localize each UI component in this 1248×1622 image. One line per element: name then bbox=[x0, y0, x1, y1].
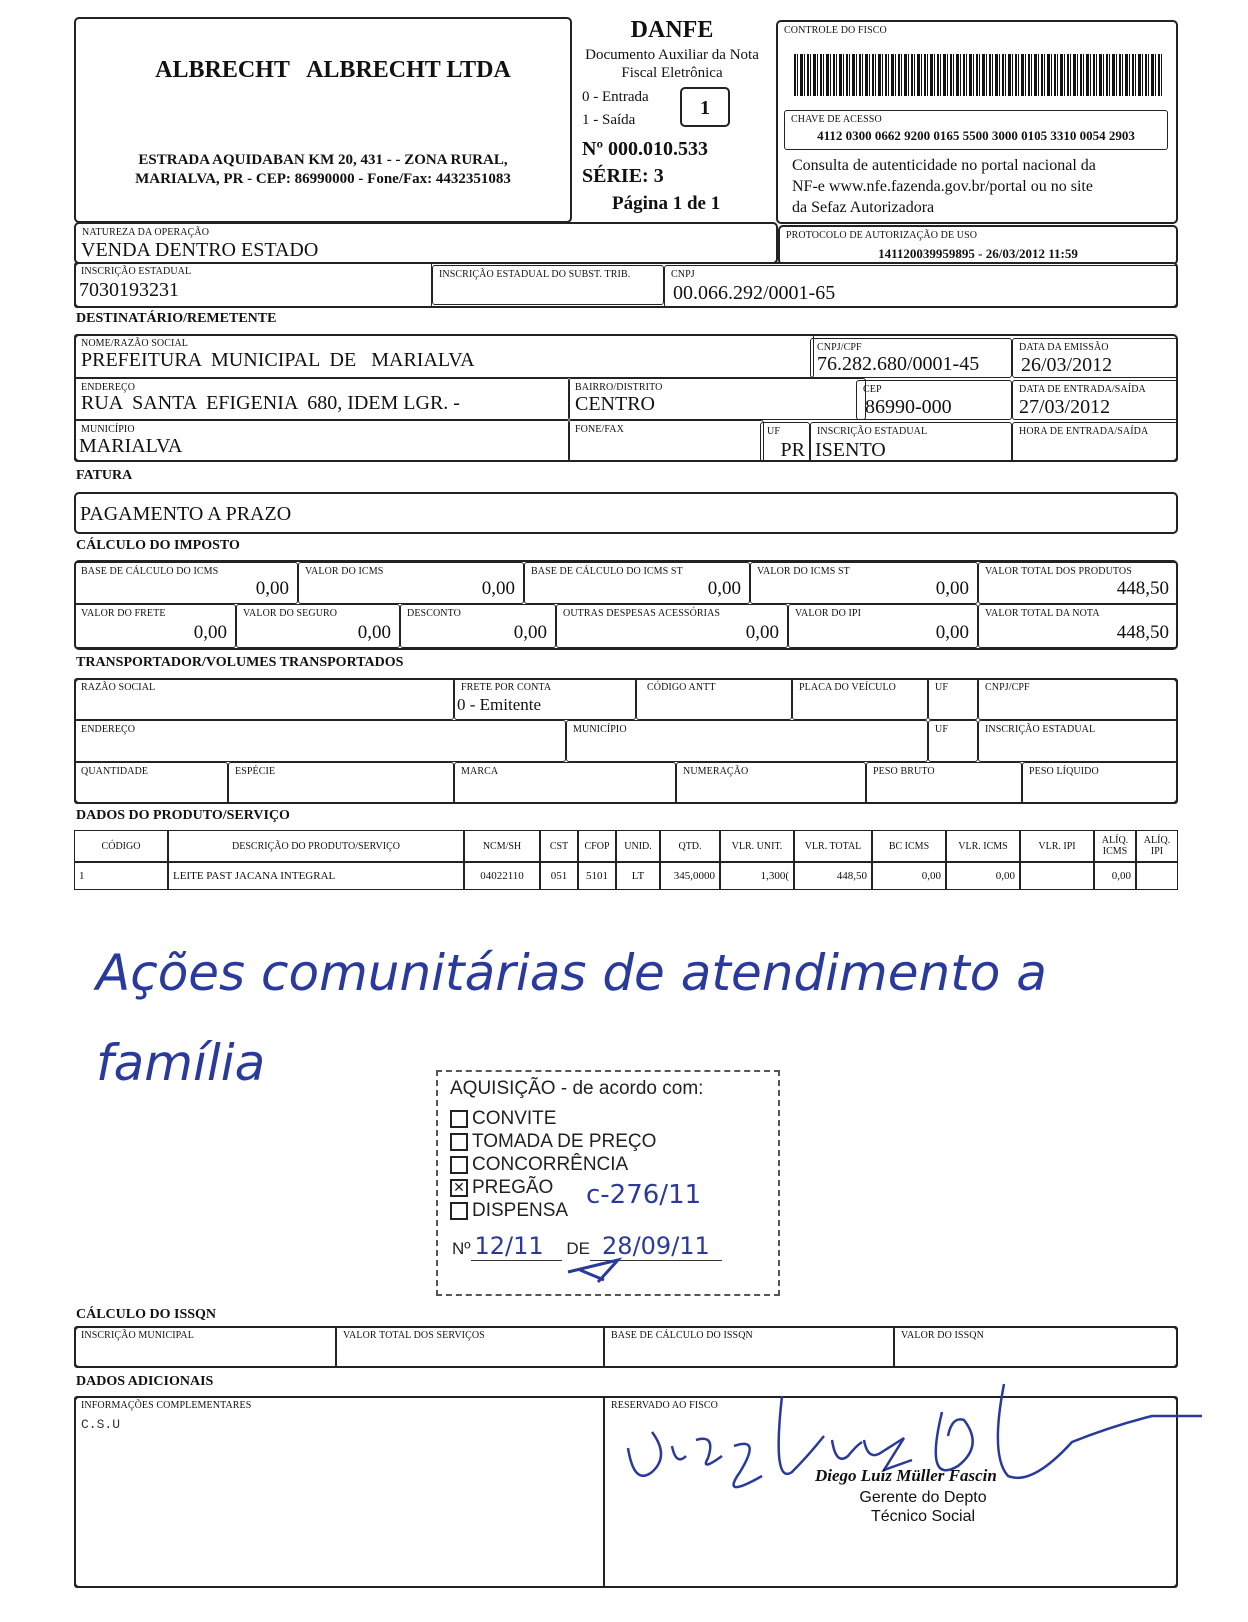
produtos-cell-5: LT bbox=[616, 862, 660, 890]
dest-nome-value: PREFEITURA MUNICIPAL DE MARIALVA bbox=[81, 349, 475, 371]
transp-placa-cell bbox=[792, 678, 928, 720]
dest-emissao-cell bbox=[1012, 338, 1178, 378]
emitente-box bbox=[74, 17, 572, 223]
reservado-fisco-label: RESERVADO AO FISCO bbox=[611, 1400, 718, 1411]
info-complementar-label: INFORMAÇÕES COMPLEMENTARES bbox=[81, 1400, 252, 1411]
transp-frete-value: 0 - Emitente bbox=[457, 695, 542, 714]
transp-uf-label: UF bbox=[935, 682, 948, 693]
imposto-r2-value-0: 0,00 bbox=[193, 622, 227, 643]
produtos-cell-3: 051 bbox=[540, 862, 578, 890]
imposto-r1-cell-2 bbox=[524, 562, 750, 604]
controle-fisco-box bbox=[776, 20, 1178, 224]
produtos-cell-13 bbox=[1136, 862, 1178, 890]
produtos-cell-6: 345,0000 bbox=[660, 862, 720, 890]
imposto-r2-value-1: 0,00 bbox=[357, 622, 391, 643]
imposto-r2-label-1: VALOR DO SEGURO bbox=[243, 608, 338, 619]
aquisicao-stamp bbox=[436, 1070, 780, 1296]
dest-uf-value: PR bbox=[780, 439, 805, 461]
consulta-l1: Consulta de autenticidade no portal nacional da bbox=[792, 157, 1096, 174]
imposto-r1-value-2: 0,00 bbox=[707, 578, 741, 599]
dest-fone-cell bbox=[568, 420, 764, 462]
dest-uf-cell bbox=[760, 422, 810, 462]
produtos-header-8: VLR. TOTAL bbox=[794, 830, 872, 862]
stamp-checkbox-icon: ✕ bbox=[450, 1179, 468, 1197]
imposto-r1-cell-0 bbox=[74, 562, 298, 604]
handwritten-note-line2: família bbox=[96, 1034, 266, 1092]
transp-municipio-label: MUNICÍPIO bbox=[573, 724, 627, 735]
transp-endereco-cell bbox=[74, 720, 566, 762]
cnpj-value: 00.066.292/0001-65 bbox=[673, 282, 836, 304]
stamp-title: AQUISIÇÃO - de acordo com: bbox=[450, 1078, 704, 1099]
consulta-l3: da Sefaz Autorizadora bbox=[792, 199, 935, 216]
produtos-cell-4: 5101 bbox=[578, 862, 616, 890]
transp-placa-label: PLACA DO VEÍCULO bbox=[799, 682, 896, 693]
stamp-numero: 12/11 bbox=[471, 1232, 562, 1261]
imposto-r1-label-3: VALOR DO ICMS ST bbox=[757, 566, 850, 577]
emitente-endereco-l2: MARIALVA, PR - CEP: 86990000 - Fone/Fax: 4432351083 bbox=[135, 171, 511, 187]
fatura-box bbox=[74, 492, 1178, 534]
issqn-cell-0 bbox=[74, 1326, 336, 1368]
imposto-r2-cell-4 bbox=[788, 604, 978, 648]
dest-endereco-cell bbox=[74, 378, 570, 420]
transp-numeracao-cell bbox=[676, 762, 866, 804]
signature-cargo bbox=[828, 1488, 1018, 1526]
produtos-cell-8: 448,50 bbox=[794, 862, 872, 890]
transp-uf2-cell bbox=[928, 720, 978, 762]
stamp-numero-prefix: Nº bbox=[452, 1239, 471, 1258]
transp-marca-cell bbox=[454, 762, 676, 804]
issqn-section: CÁLCULO DO ISSQN bbox=[76, 1307, 217, 1322]
controle-fisco-label: CONTROLE DO FISCO bbox=[784, 25, 887, 36]
imposto-r1-value-0: 0,00 bbox=[255, 578, 289, 599]
imposto-section: CÁLCULO DO IMPOSTO bbox=[76, 538, 240, 553]
imposto-r1-label-4: VALOR TOTAL DOS PRODUTOS bbox=[985, 566, 1132, 577]
dest-endereco-value: RUA SANTA EFIGENIA 680, IDEM LGR. - bbox=[81, 392, 460, 414]
stamp-pregao-note: c-276/11 bbox=[586, 1180, 702, 1210]
dest-bairro-cell bbox=[568, 378, 866, 420]
produtos-header-9: BC ICMS bbox=[872, 830, 946, 862]
stamp-checkbox-icon bbox=[450, 1110, 468, 1128]
produtos-header-2: NCM/SH bbox=[464, 830, 540, 862]
issqn-label-1: VALOR TOTAL DOS SERVIÇOS bbox=[343, 1330, 485, 1341]
produtos-cell-2: 04022110 bbox=[464, 862, 540, 890]
stamp-initials-mark bbox=[558, 1250, 638, 1290]
produtos-header-13: ALÍQ. IPI bbox=[1136, 830, 1178, 862]
dest-cnpj-cell bbox=[810, 338, 1012, 378]
destinatario-section: DESTINATÁRIO/REMETENTE bbox=[76, 311, 277, 326]
chave-acesso-label: CHAVE DE ACESSO bbox=[791, 114, 882, 125]
issqn-label-0: INSCRIÇÃO MUNICIPAL bbox=[81, 1330, 194, 1341]
transp-antt-cell bbox=[636, 678, 792, 720]
ie-label: INSCRIÇÃO ESTADUAL bbox=[81, 266, 192, 277]
natureza-value: VENDA DENTRO ESTADO bbox=[81, 239, 319, 261]
imposto-r1-value-1: 0,00 bbox=[481, 578, 515, 599]
produtos-header-4: CFOP bbox=[578, 830, 616, 862]
produtos-header-1: DESCRIÇÃO DO PRODUTO/SERVIÇO bbox=[168, 830, 464, 862]
ie-st-label: INSCRIÇÃO ESTADUAL DO SUBST. TRIB. bbox=[439, 269, 631, 280]
imposto-r2-cell-2 bbox=[400, 604, 556, 648]
dest-emissao-value: 26/03/2012 bbox=[1021, 354, 1113, 376]
dest-bairro-label: BAIRRO/DISTRITO bbox=[575, 382, 663, 393]
dest-nome-cell bbox=[74, 334, 814, 378]
cnpj-label: CNPJ bbox=[671, 269, 695, 280]
issqn-cell-2 bbox=[604, 1326, 894, 1368]
protocolo-box bbox=[778, 225, 1178, 265]
transp-uf2-label: UF bbox=[935, 724, 948, 735]
emitente-endereco bbox=[76, 151, 570, 189]
consulta-l2: NF-e www.nfe.fazenda.gov.br/portal ou no site bbox=[792, 178, 1093, 195]
transp-especie-cell bbox=[228, 762, 454, 804]
handwritten-note-line1: Ações comunitárias de atendimento a bbox=[96, 944, 1047, 1002]
produtos-header-7: VLR. UNIT. bbox=[720, 830, 794, 862]
dest-cep-value: 86990-000 bbox=[865, 396, 952, 418]
fatura-texto: PAGAMENTO A PRAZO bbox=[80, 503, 292, 525]
transp-endereco-label: ENDEREÇO bbox=[81, 724, 136, 735]
transp-especie-label: ESPÉCIE bbox=[235, 766, 276, 777]
imposto-r2-cell-3 bbox=[556, 604, 788, 648]
imposto-r2-label-2: DESCONTO bbox=[407, 608, 461, 619]
dest-municipio-cell bbox=[74, 420, 570, 462]
stamp-option-label: CONCORRÊNCIA bbox=[472, 1154, 629, 1175]
signature-cargo-l2: Técnico Social bbox=[870, 1508, 976, 1525]
imposto-r2-cell-1 bbox=[236, 604, 400, 648]
adicionais-section: DADOS ADICIONAIS bbox=[76, 1374, 214, 1389]
imposto-r2-value-5: 448,50 bbox=[1116, 622, 1169, 643]
transporte-section: TRANSPORTADOR/VOLUMES TRANSPORTADOS bbox=[76, 655, 404, 670]
imposto-r2-value-3: 0,00 bbox=[745, 622, 779, 643]
chave-acesso-box bbox=[784, 110, 1168, 150]
dest-cep-label: CEP bbox=[863, 384, 882, 395]
dest-ie-label: INSCRIÇÃO ESTADUAL bbox=[817, 426, 928, 437]
signature-name: Diego Luiz Müller Fascin bbox=[815, 1466, 997, 1485]
transp-cnpj-label: CNPJ/CPF bbox=[985, 682, 1030, 693]
dest-hora-cell bbox=[1012, 422, 1178, 462]
imposto-r2-value-2: 0,00 bbox=[513, 622, 547, 643]
transp-numeracao-label: NUMERAÇÃO bbox=[683, 766, 749, 777]
stamp-de-label: DE bbox=[566, 1239, 591, 1258]
stamp-checkbox-icon bbox=[450, 1156, 468, 1174]
stamp-option-label: PREGÃO bbox=[472, 1177, 554, 1198]
produtos-cell-1: LEITE PAST JACANA INTEGRAL bbox=[168, 862, 464, 890]
issqn-label-3: VALOR DO ISSQN bbox=[901, 1330, 984, 1341]
transp-antt-label: CÓDIGO ANTT bbox=[647, 682, 716, 693]
transp-uf-cell bbox=[928, 678, 978, 720]
imposto-r2-label-3: OUTRAS DESPESAS ACESSÓRIAS bbox=[563, 608, 721, 619]
imposto-r1-label-1: VALOR DO ICMS bbox=[305, 566, 384, 577]
stamp-option-4 bbox=[450, 1200, 568, 1222]
natureza-label: NATUREZA DA OPERAÇÃO bbox=[82, 227, 210, 238]
transp-razao-label: RAZÃO SOCIAL bbox=[81, 682, 156, 693]
dest-entrada-label: DATA DE ENTRADA/SAÍDA bbox=[1019, 384, 1146, 395]
danfe-saida: 1 - Saída bbox=[582, 112, 636, 128]
ie-value: 7030193231 bbox=[79, 279, 179, 301]
imposto-r1-value-3: 0,00 bbox=[935, 578, 969, 599]
imposto-r2-label-0: VALOR DO FRETE bbox=[81, 608, 166, 619]
transp-ie-label: INSCRIÇÃO ESTADUAL bbox=[985, 724, 1096, 735]
transp-cnpj-cell bbox=[978, 678, 1178, 720]
stamp-checkbox-icon bbox=[450, 1133, 468, 1151]
issqn-label-2: BASE DE CÁLCULO DO ISSQN bbox=[611, 1330, 753, 1341]
stamp-option-label: DISPENSA bbox=[472, 1200, 569, 1221]
dest-uf-label: UF bbox=[767, 426, 780, 437]
produtos-cell-7: 1,300( bbox=[720, 862, 794, 890]
transp-frete-label: FRETE POR CONTA bbox=[461, 682, 552, 693]
natureza-box bbox=[74, 222, 778, 264]
produtos-section: DADOS DO PRODUTO/SERVIÇO bbox=[76, 808, 290, 823]
transp-qtd-label: QUANTIDADE bbox=[81, 766, 149, 777]
consulta-texto bbox=[792, 155, 1096, 218]
transp-qtd-cell bbox=[74, 762, 228, 804]
transp-bruto-cell bbox=[866, 762, 1022, 804]
imposto-r2-cell-5 bbox=[978, 604, 1178, 648]
produtos-header-5: UNID. bbox=[616, 830, 660, 862]
produtos-header-11: VLR. IPI bbox=[1020, 830, 1094, 862]
stamp-option-3 bbox=[450, 1177, 553, 1199]
stamp-option-2 bbox=[450, 1154, 628, 1176]
produtos-cell-12: 0,00 bbox=[1094, 862, 1136, 890]
chave-acesso: 4112 0300 0662 9200 0165 5500 3000 0105 3310 0054 2903 bbox=[817, 128, 1135, 143]
stamp-option-label: TOMADA DE PREÇO bbox=[472, 1131, 657, 1152]
produtos-header-3: CST bbox=[540, 830, 578, 862]
danfe-numero: Nº 000.010.533 bbox=[582, 138, 709, 160]
danfe-tipo: 1 bbox=[680, 87, 730, 127]
emitente-endereco-l1: ESTRADA AQUIDABAN KM 20, 431 - - ZONA RURAL, bbox=[138, 152, 508, 168]
stamp-checkbox-icon bbox=[450, 1202, 468, 1220]
fatura-section: FATURA bbox=[76, 468, 133, 483]
danfe-subtitle-l2: Fiscal Eletrônica bbox=[621, 65, 723, 81]
imposto-r1-value-4: 448,50 bbox=[1116, 578, 1169, 599]
transp-liquido-label: PESO LÍQUIDO bbox=[1029, 766, 1099, 777]
dest-ie-cell bbox=[810, 422, 1012, 462]
danfe-serie: SÉRIE: 3 bbox=[582, 165, 664, 187]
produtos-header-12: ALÍQ. ICMS bbox=[1094, 830, 1136, 862]
produtos-header-6: QTD. bbox=[660, 830, 720, 862]
produtos-cell-10: 0,00 bbox=[946, 862, 1020, 890]
transp-liquido-cell bbox=[1022, 762, 1178, 804]
protocolo-value: 141120039959895 - 26/03/2012 11:59 bbox=[878, 246, 1078, 261]
imposto-r1-cell-4 bbox=[978, 562, 1178, 604]
imposto-r2-value-4: 0,00 bbox=[935, 622, 969, 643]
danfe-entrada: 0 - Entrada bbox=[582, 89, 649, 105]
stamp-data: 28/09/11 bbox=[590, 1232, 722, 1261]
dest-emissao-label: DATA DA EMISSÃO bbox=[1019, 342, 1109, 353]
transp-ie-cell bbox=[978, 720, 1178, 762]
danfe-subtitle-l1: Documento Auxiliar da Nota bbox=[585, 47, 759, 63]
dest-cnpj-value: 76.282.680/0001-45 bbox=[817, 353, 980, 375]
imposto-r1-label-2: BASE DE CÁLCULO DO ICMS ST bbox=[531, 566, 683, 577]
danfe-title: DANFE bbox=[630, 17, 714, 43]
barcode bbox=[794, 54, 1162, 96]
danfe-subtitle bbox=[572, 46, 772, 82]
dest-fone-label: FONE/FAX bbox=[575, 424, 624, 435]
dest-bairro-value: CENTRO bbox=[575, 393, 655, 415]
transp-frete-cell bbox=[454, 678, 636, 720]
dest-municipio-value: MARIALVA bbox=[79, 435, 183, 457]
emitente-nome: ALBRECHT ALBRECHT LTDA bbox=[155, 57, 511, 83]
dest-entrada-cell bbox=[1012, 380, 1178, 420]
danfe-pagina: Página 1 de 1 bbox=[612, 193, 721, 214]
dest-ie-value: ISENTO bbox=[815, 439, 886, 461]
dest-nome-label: NOME/RAZÃO SOCIAL bbox=[81, 338, 188, 349]
produtos-cell-0: 1 bbox=[74, 862, 168, 890]
transp-marca-label: MARCA bbox=[461, 766, 499, 777]
dest-cnpj-label: CNPJ/CPF bbox=[817, 342, 862, 353]
imposto-r1-cell-3 bbox=[750, 562, 978, 604]
info-complementar-value: C.S.U bbox=[81, 1417, 121, 1432]
protocolo-label: PROTOCOLO DE AUTORIZAÇÃO DE USO bbox=[786, 230, 978, 241]
stamp-option-0 bbox=[450, 1108, 556, 1130]
dest-entrada-value: 27/03/2012 bbox=[1019, 396, 1111, 418]
issqn-cell-3 bbox=[894, 1326, 1178, 1368]
produtos-cell-9: 0,00 bbox=[872, 862, 946, 890]
stamp-option-label: CONVITE bbox=[472, 1108, 557, 1129]
transp-municipio-cell bbox=[566, 720, 928, 762]
imposto-r2-cell-0 bbox=[74, 604, 236, 648]
produtos-header-0: CÓDIGO bbox=[74, 830, 168, 862]
issqn-cell-1 bbox=[336, 1326, 604, 1368]
dest-cep-cell bbox=[856, 380, 1012, 420]
dest-municipio-label: MUNICÍPIO bbox=[81, 424, 135, 435]
produtos-header-10: VLR. ICMS bbox=[946, 830, 1020, 862]
cnpj-cell bbox=[664, 265, 1178, 308]
ie-st-cell bbox=[432, 265, 664, 305]
imposto-r2-label-5: VALOR TOTAL DA NOTA bbox=[985, 608, 1100, 619]
imposto-r1-label-0: BASE DE CÁLCULO DO ICMS bbox=[81, 566, 219, 577]
danfe-box bbox=[572, 17, 772, 223]
stamp-option-1 bbox=[450, 1131, 656, 1153]
produtos-cell-11 bbox=[1020, 862, 1094, 890]
ie-cell bbox=[74, 262, 432, 308]
dest-hora-label: HORA DE ENTRADA/SAÍDA bbox=[1019, 426, 1149, 437]
transp-razao-cell bbox=[74, 678, 454, 720]
imposto-r2-label-4: VALOR DO IPI bbox=[795, 608, 862, 619]
dest-endereco-label: ENDEREÇO bbox=[81, 382, 136, 393]
signature-cargo-l1: Gerente do Depto bbox=[859, 1489, 987, 1506]
imposto-r1-cell-1 bbox=[298, 562, 524, 604]
transp-bruto-label: PESO BRUTO bbox=[873, 766, 935, 777]
info-complementar-cell bbox=[74, 1396, 604, 1588]
